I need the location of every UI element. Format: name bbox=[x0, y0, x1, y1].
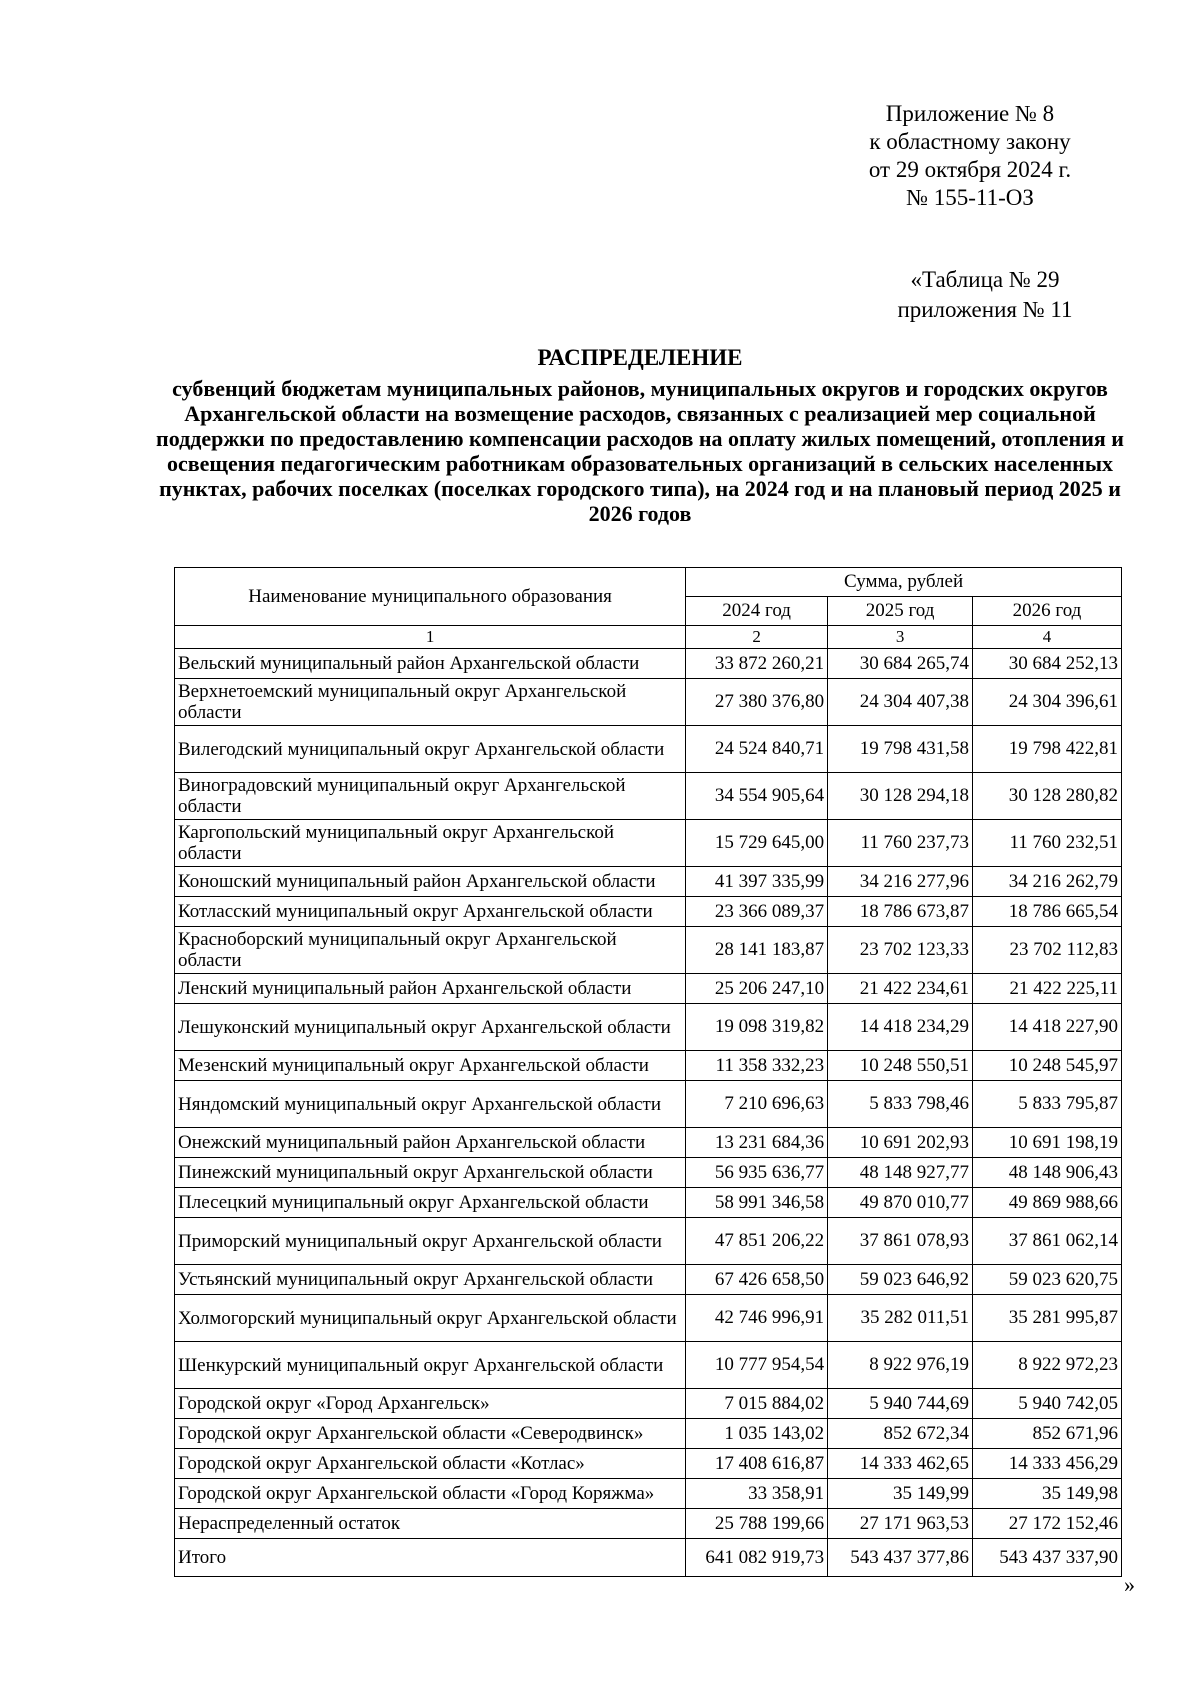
amount-2026: 24 304 396,61 bbox=[973, 679, 1122, 726]
table-row bbox=[175, 867, 1122, 897]
table-row bbox=[175, 1449, 1122, 1479]
amount-2024: 19 098 319,82 bbox=[686, 1004, 828, 1051]
header-year: 2024 год bbox=[686, 597, 828, 626]
table-row bbox=[175, 927, 1122, 974]
amount-2025: 21 422 234,61 bbox=[828, 974, 973, 1004]
amount-2026: 23 702 112,83 bbox=[973, 927, 1122, 974]
distribution-table bbox=[174, 567, 1122, 1577]
amount-2024: 58 991 346,58 bbox=[686, 1188, 828, 1218]
municipality-name: Нераспределенный остаток bbox=[175, 1509, 686, 1539]
amount-2025: 30 684 265,74 bbox=[828, 649, 973, 679]
column-number: 4 bbox=[973, 626, 1122, 649]
municipality-name: Городской округ Архангельской области «Котлас» bbox=[175, 1449, 686, 1479]
total-label: Итого bbox=[175, 1539, 686, 1577]
amount-2026: 37 861 062,14 bbox=[973, 1218, 1122, 1265]
table-row bbox=[175, 820, 1122, 867]
amount-2024: 47 851 206,22 bbox=[686, 1218, 828, 1265]
municipality-name: Каргопольский муниципальный округ Архангельской области bbox=[175, 820, 686, 867]
table-row bbox=[175, 649, 1122, 679]
title-subtitle: субвенций бюджетам муниципальных районов, муниципальных округов и городских округов Архангельской области на возмещение расходов, связанных с реализацией мер социальной поддержки по предоставлению компенсации расходов на оплату жилых помещений, отопления и освещения педагогическим работникам образовательных организаций в сельских населенных пунктах, рабочих поселках (поселках городского типа), на 2024 год и на плановый период 2025 и 2026 годов bbox=[156, 376, 1124, 526]
amount-2024: 67 426 658,50 bbox=[686, 1265, 828, 1295]
table-row bbox=[175, 1419, 1122, 1449]
table-ref-line: приложения № 11 bbox=[897, 297, 1073, 322]
amount-2024: 24 524 840,71 bbox=[686, 726, 828, 773]
amount-2025: 852 672,34 bbox=[828, 1419, 973, 1449]
amount-2024: 33 358,91 bbox=[686, 1479, 828, 1509]
table-row bbox=[175, 1158, 1122, 1188]
amount-2025: 18 786 673,87 bbox=[828, 897, 973, 927]
municipality-name: Пинежский муниципальный округ Архангельской области bbox=[175, 1158, 686, 1188]
amount-2026: 10 248 545,97 bbox=[973, 1051, 1122, 1081]
amount-2024: 34 554 905,64 bbox=[686, 773, 828, 820]
municipality-name: Вилегодский муниципальный округ Архангельской области bbox=[175, 726, 686, 773]
municipality-name: Вельский муниципальный район Архангельской области bbox=[175, 649, 686, 679]
amount-2024: 7 210 696,63 bbox=[686, 1081, 828, 1128]
amount-2026: 48 148 906,43 bbox=[973, 1158, 1122, 1188]
amount-2026: 14 333 456,29 bbox=[973, 1449, 1122, 1479]
table-row bbox=[175, 1004, 1122, 1051]
amount-2025: 35 282 011,51 bbox=[828, 1295, 973, 1342]
table-row bbox=[175, 1342, 1122, 1389]
amount-2026: 59 023 620,75 bbox=[973, 1265, 1122, 1295]
municipality-name: Няндомский муниципальный округ Архангельской области bbox=[175, 1081, 686, 1128]
municipality-name: Котласский муниципальный округ Архангельской области bbox=[175, 897, 686, 927]
total-2024: 641 082 919,73 bbox=[686, 1539, 828, 1577]
amount-2024: 11 358 332,23 bbox=[686, 1051, 828, 1081]
municipality-name: Верхнетоемский муниципальный округ Архангельской области bbox=[175, 679, 686, 726]
table-row bbox=[175, 1051, 1122, 1081]
municipality-name: Приморский муниципальный округ Архангельской области bbox=[175, 1218, 686, 1265]
attachment-line: Приложение № 8 bbox=[885, 101, 1055, 126]
amount-2025: 49 870 010,77 bbox=[828, 1188, 973, 1218]
amount-2025: 23 702 123,33 bbox=[828, 927, 973, 974]
table-row bbox=[175, 679, 1122, 726]
amount-2026: 5 940 742,05 bbox=[973, 1389, 1122, 1419]
amount-2025: 48 148 927,77 bbox=[828, 1158, 973, 1188]
municipality-name: Мезенский муниципальный округ Архангельской области bbox=[175, 1051, 686, 1081]
table-body bbox=[175, 649, 1122, 1577]
amount-2026: 35 281 995,87 bbox=[973, 1295, 1122, 1342]
amount-2024: 56 935 636,77 bbox=[686, 1158, 828, 1188]
table-ref-line: «Таблица № 29 bbox=[910, 267, 1060, 292]
amount-2025: 14 418 234,29 bbox=[828, 1004, 973, 1051]
column-number: 3 bbox=[828, 626, 973, 649]
amount-2026: 11 760 232,51 bbox=[973, 820, 1122, 867]
amount-2025: 19 798 431,58 bbox=[828, 726, 973, 773]
amount-2026: 10 691 198,19 bbox=[973, 1128, 1122, 1158]
table-reference bbox=[860, 265, 1110, 325]
municipality-name: Коношский муниципальный район Архангельской области bbox=[175, 867, 686, 897]
attachment-line: к областному закону bbox=[869, 129, 1071, 154]
municipality-name: Городской округ «Город Архангельск» bbox=[175, 1389, 686, 1419]
amount-2026: 19 798 422,81 bbox=[973, 726, 1122, 773]
amount-2025: 14 333 462,65 bbox=[828, 1449, 973, 1479]
table-row bbox=[175, 1218, 1122, 1265]
table-row bbox=[175, 726, 1122, 773]
table-row bbox=[175, 1509, 1122, 1539]
amount-2025: 35 149,99 bbox=[828, 1479, 973, 1509]
table-row bbox=[175, 1389, 1122, 1419]
amount-2025: 24 304 407,38 bbox=[828, 679, 973, 726]
amount-2025: 10 691 202,93 bbox=[828, 1128, 973, 1158]
column-number: 2 bbox=[686, 626, 828, 649]
municipality-name: Устьянский муниципальный округ Архангельской области bbox=[175, 1265, 686, 1295]
header-sum: Сумма, рублей bbox=[686, 568, 1122, 597]
municipality-name: Шенкурский муниципальный округ Архангельской области bbox=[175, 1342, 686, 1389]
title-heading: РАСПРЕДЕЛЕНИЕ bbox=[537, 345, 743, 370]
table-row bbox=[175, 974, 1122, 1004]
amount-2025: 10 248 550,51 bbox=[828, 1051, 973, 1081]
table-row bbox=[175, 1265, 1122, 1295]
amount-2025: 27 171 963,53 bbox=[828, 1509, 973, 1539]
amount-2026: 49 869 988,66 bbox=[973, 1188, 1122, 1218]
total-row bbox=[175, 1539, 1122, 1577]
table-row bbox=[175, 773, 1122, 820]
amount-2026: 5 833 795,87 bbox=[973, 1081, 1122, 1128]
amount-2025: 37 861 078,93 bbox=[828, 1218, 973, 1265]
amount-2026: 35 149,98 bbox=[973, 1479, 1122, 1509]
amount-2026: 27 172 152,46 bbox=[973, 1509, 1122, 1539]
amount-2025: 11 760 237,73 bbox=[828, 820, 973, 867]
amount-2026: 852 671,96 bbox=[973, 1419, 1122, 1449]
amount-2026: 14 418 227,90 bbox=[973, 1004, 1122, 1051]
table-row bbox=[175, 1128, 1122, 1158]
total-2025: 543 437 377,86 bbox=[828, 1539, 973, 1577]
amount-2024: 27 380 376,80 bbox=[686, 679, 828, 726]
municipality-name: Холмогорский муниципальный округ Архангельской области bbox=[175, 1295, 686, 1342]
amount-2024: 15 729 645,00 bbox=[686, 820, 828, 867]
amount-2025: 5 940 744,69 bbox=[828, 1389, 973, 1419]
table-row bbox=[175, 1188, 1122, 1218]
amount-2024: 28 141 183,87 bbox=[686, 927, 828, 974]
municipality-name: Красноборский муниципальный округ Архангельской области bbox=[175, 927, 686, 974]
amount-2024: 17 408 616,87 bbox=[686, 1449, 828, 1479]
municipality-name: Виноградовский муниципальный округ Архангельской области bbox=[175, 773, 686, 820]
amount-2026: 8 922 972,23 bbox=[973, 1342, 1122, 1389]
amount-2024: 33 872 260,21 bbox=[686, 649, 828, 679]
municipality-name: Городской округ Архангельской области «Северодвинск» bbox=[175, 1419, 686, 1449]
amount-2025: 5 833 798,46 bbox=[828, 1081, 973, 1128]
table-row bbox=[175, 897, 1122, 927]
municipality-name: Городской округ Архангельской области «Город Коряжма» bbox=[175, 1479, 686, 1509]
amount-2026: 30 128 280,82 bbox=[973, 773, 1122, 820]
amount-2024: 13 231 684,36 bbox=[686, 1128, 828, 1158]
document-title bbox=[140, 345, 1140, 526]
closing-quote: » bbox=[1124, 1572, 1135, 1597]
municipality-name: Онежский муниципальный район Архангельской области bbox=[175, 1128, 686, 1158]
amount-2025: 34 216 277,96 bbox=[828, 867, 973, 897]
amount-2024: 23 366 089,37 bbox=[686, 897, 828, 927]
amount-2024: 10 777 954,54 bbox=[686, 1342, 828, 1389]
column-number: 1 bbox=[175, 626, 686, 649]
municipality-name: Лешуконский муниципальный округ Архангельской области bbox=[175, 1004, 686, 1051]
amount-2026: 30 684 252,13 bbox=[973, 649, 1122, 679]
attachment-line: № 155-11-ОЗ bbox=[906, 185, 1034, 210]
table-row bbox=[175, 1479, 1122, 1509]
total-2026: 543 437 337,90 bbox=[973, 1539, 1122, 1577]
amount-2024: 1 035 143,02 bbox=[686, 1419, 828, 1449]
attachment-block bbox=[820, 100, 1120, 212]
amount-2025: 8 922 976,19 bbox=[828, 1342, 973, 1389]
header-name: Наименование муниципального образования bbox=[175, 568, 686, 626]
amount-2026: 18 786 665,54 bbox=[973, 897, 1122, 927]
attachment-line: от 29 октября 2024 г. bbox=[868, 157, 1072, 182]
header-year: 2026 год bbox=[973, 597, 1122, 626]
amount-2025: 30 128 294,18 bbox=[828, 773, 973, 820]
municipality-name: Ленский муниципальный район Архангельской области bbox=[175, 974, 686, 1004]
municipality-name: Плесецкий муниципальный округ Архангельской области bbox=[175, 1188, 686, 1218]
amount-2024: 7 015 884,02 bbox=[686, 1389, 828, 1419]
amount-2026: 34 216 262,79 bbox=[973, 867, 1122, 897]
amount-2026: 21 422 225,11 bbox=[973, 974, 1122, 1004]
table-row bbox=[175, 1081, 1122, 1128]
table-row bbox=[175, 1295, 1122, 1342]
amount-2024: 25 788 199,66 bbox=[686, 1509, 828, 1539]
header-year: 2025 год bbox=[828, 597, 973, 626]
amount-2025: 59 023 646,92 bbox=[828, 1265, 973, 1295]
amount-2024: 41 397 335,99 bbox=[686, 867, 828, 897]
amount-2024: 42 746 996,91 bbox=[686, 1295, 828, 1342]
amount-2024: 25 206 247,10 bbox=[686, 974, 828, 1004]
